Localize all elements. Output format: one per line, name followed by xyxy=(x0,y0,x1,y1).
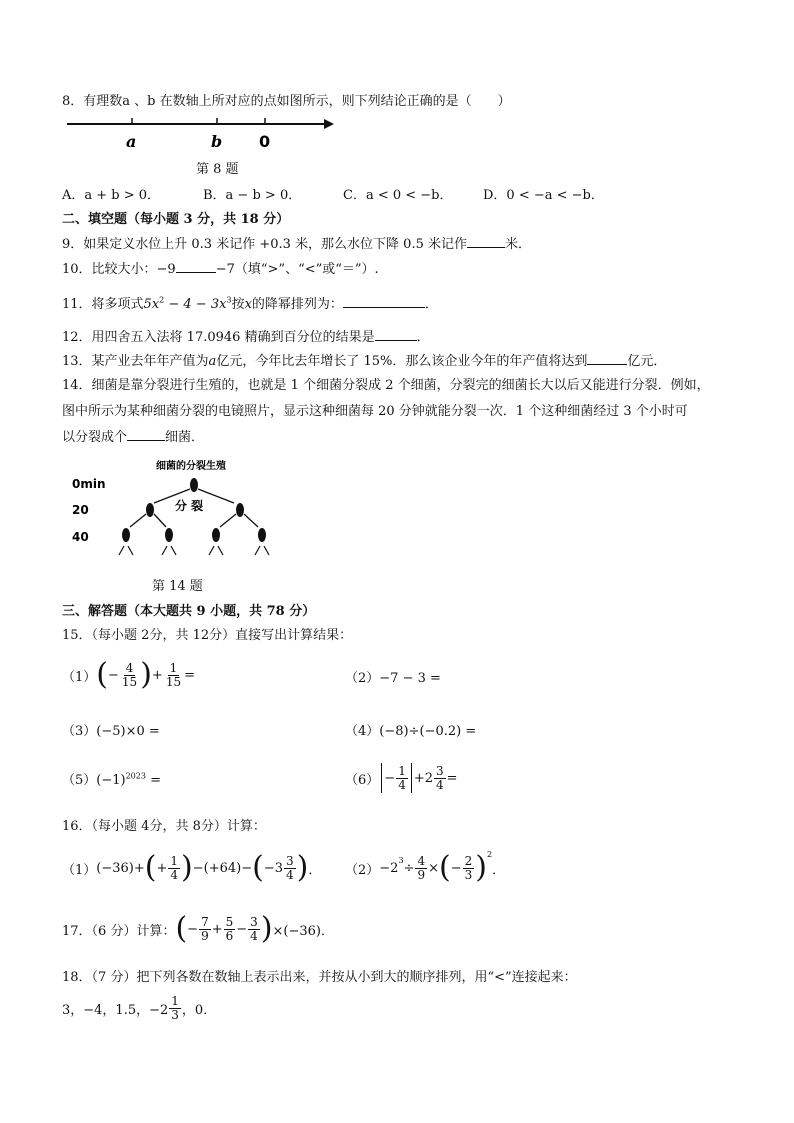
axis-arrow-icon xyxy=(324,119,334,129)
q13 xyxy=(62,350,666,369)
numerator: 2 xyxy=(464,853,473,868)
q8-number-line xyxy=(62,110,352,160)
left-paren-icon: ( xyxy=(252,850,264,885)
q15-p3-label: （3） xyxy=(62,724,97,739)
q12-blank xyxy=(375,328,417,341)
q9-blank xyxy=(467,235,505,248)
q15-p5-tail: = xyxy=(145,773,161,788)
bacterium-2a xyxy=(122,528,130,542)
q16-p2-c: × xyxy=(428,860,439,876)
q18-frac xyxy=(169,995,181,1022)
q15-p1-frac1 xyxy=(120,662,139,689)
q16-p2-exp2: 2 xyxy=(486,850,493,859)
q8-caption: 第 8 题 xyxy=(196,162,239,177)
q15-p1-frac2 xyxy=(164,662,183,689)
q16-p2-frac2 xyxy=(463,855,475,882)
q15-p5-exp: 2023 xyxy=(125,771,146,781)
q13-text-b: 亿元，今年比去年增长了 15%．那么该企业今年的年产值将达到 xyxy=(216,354,588,369)
q8-option-b: B．a − b > 0． xyxy=(203,188,302,203)
q16-p1-label: （1） xyxy=(62,862,97,878)
denominator: 9 xyxy=(201,928,209,943)
q14-line2: 图中所示为某种细菌分裂的电镜照片，显示这种细菌每 20 分钟就能分裂一次．1 个这种细菌经过 3 个小时可 xyxy=(62,404,688,419)
numerator: 1 xyxy=(171,993,179,1008)
q13-text-a: 13．某产业去年年产值为 xyxy=(62,354,209,369)
denominator: 4 xyxy=(286,867,294,882)
q15-p5-base: (−1) xyxy=(96,773,126,788)
q11-exp-1: 2 xyxy=(159,295,165,305)
q11-blank xyxy=(343,295,425,308)
q14-line3-b: 细菌． xyxy=(165,430,205,445)
q17-title: 17．（6 分）计算： xyxy=(62,923,176,939)
q17-frac1 xyxy=(199,916,211,943)
q15-p4-label: （4） xyxy=(345,724,380,739)
axis-label-0: 0 xyxy=(259,132,271,151)
numerator: 5 xyxy=(225,914,234,929)
q16-p2-exp1: 3 xyxy=(398,856,404,865)
q15-title: 15．（每小题 2分，共 12分）直接写出计算结果： xyxy=(62,628,353,643)
numerator: 4 xyxy=(125,660,134,675)
q16-p1-a: (−36)+ xyxy=(96,860,145,876)
q16-p1-b: −(+64)− xyxy=(192,860,253,876)
numerator: 3 xyxy=(436,763,444,778)
q15-p6-frac2 xyxy=(434,765,446,792)
abs-bar-left xyxy=(381,763,382,793)
q13-text-c: 亿元． xyxy=(627,354,667,369)
q15-p6-label: （6） xyxy=(345,772,380,788)
q16-p1-frac2 xyxy=(284,855,296,882)
q11-var: x xyxy=(244,297,252,312)
q14-blank xyxy=(127,428,165,441)
numerator: 4 xyxy=(417,853,426,868)
right-paren-icon: ) xyxy=(140,657,152,692)
q14-caption: 第 14 题 xyxy=(152,579,203,594)
q15-p2 xyxy=(345,667,441,686)
q14-line3 xyxy=(62,426,204,445)
q16-title: 16．（每小题 4分，共 8分）计算： xyxy=(62,819,266,834)
q8-stem: 8．有理数a 、b 在数轴上所对应的点如图所示，则下列结论正确的是（ ） xyxy=(62,94,511,109)
numerator: 1 xyxy=(170,853,179,868)
q15-p5-label: （5） xyxy=(62,773,97,788)
q16-p2-a: −2 xyxy=(379,860,399,876)
left-paren-icon: ( xyxy=(175,911,188,946)
q15-p6-frac1 xyxy=(396,765,408,792)
q10-text-a: 10．比较大小：−9 xyxy=(62,262,176,277)
numerator: 1 xyxy=(169,660,178,675)
q15-p2-label: （2） xyxy=(345,671,380,686)
q12-text-a: 12．用四舍五入法将 17.0946 精确到百分位的结果是 xyxy=(62,330,375,345)
denominator: 3 xyxy=(464,867,473,882)
q18-line1: 18．（7 分）把下列各数在数轴上表示出来，并按从小到大的顺序排列，用“<”连接起来： xyxy=(62,970,577,985)
q9 xyxy=(62,233,531,252)
axis-label-b: b xyxy=(211,132,223,151)
q16-p2-b: ÷ xyxy=(403,860,415,876)
axis-label-a: a xyxy=(126,132,137,151)
q9-text-a: 9．如果定义水位上升 0.3 米记作 +0.3 米，那么水位下降 0.5 米记作 xyxy=(62,237,467,252)
q14-line3-a: 以分裂成个 xyxy=(62,430,128,445)
bacterium-2c xyxy=(212,528,220,542)
q16-p2: （2） −2 $^3$ ÷ $\frac{4}{9}$ × ( − $\frac{2}{3}$ ) $^2$ ． xyxy=(345,850,506,885)
q15-p2-expr: −7 − 3 = xyxy=(379,671,441,686)
q15-p4 xyxy=(345,720,476,739)
q15-p4-expr: (−8)÷(−0.2) = xyxy=(379,724,477,739)
figure-time-40: 40 xyxy=(72,530,89,544)
right-paren-icon: ) xyxy=(475,850,487,885)
denominator: 4 xyxy=(250,928,258,943)
bacterium-2d xyxy=(258,528,266,542)
q11-text-b: 按 xyxy=(231,297,245,312)
q18-line2 xyxy=(62,990,216,1026)
q15-p6-whole: 2 xyxy=(424,770,434,786)
q17-tail: ×(−36)． xyxy=(272,923,335,939)
q14-bacteria-figure xyxy=(68,455,288,560)
right-paren-icon: ) xyxy=(296,850,309,885)
figure-time-20: 20 xyxy=(72,503,89,517)
figure-time-0: 0min xyxy=(72,477,106,491)
q17-frac2 xyxy=(224,916,236,943)
figure-title: 细菌的分裂生殖 xyxy=(156,461,226,472)
q15-p5 xyxy=(62,769,161,788)
q9-text-b: 米． xyxy=(504,237,531,252)
bacterium-0 xyxy=(190,478,198,492)
denominator: 4 xyxy=(398,777,406,792)
denominator: 6 xyxy=(225,928,234,943)
numerator: 7 xyxy=(201,914,209,929)
q11-text-c: 的降幂排列为： xyxy=(251,297,343,312)
q16-p2-label: （2） xyxy=(345,862,380,878)
section2-title: 二、填空题（每小题 3 分，共 18 分） xyxy=(62,212,290,227)
section3-title: 三、解答题（本大题共 9 小题，共 78 分） xyxy=(62,604,316,619)
q10 xyxy=(62,258,379,277)
left-paren-icon: ( xyxy=(144,850,157,885)
denominator: 15 xyxy=(121,674,138,689)
q13-blank xyxy=(587,352,627,365)
q11-expr-1: 5x xyxy=(143,297,160,312)
q8-option-d: D．0 < −a < −b． xyxy=(483,188,604,203)
q11 xyxy=(62,293,438,312)
q14-line1: 14．细菌是靠分裂进行生殖的，也就是 1 个细菌分裂成 2 个细菌，分裂完的细菌长大以后又能进行分裂．例如， xyxy=(62,378,710,393)
q15-p3 xyxy=(62,720,160,739)
bacterium-1a xyxy=(146,503,154,517)
abs-bar-right xyxy=(411,763,412,793)
bacterium-1b xyxy=(236,503,244,517)
q16-p1-frac1 xyxy=(168,855,180,882)
right-paren-icon: ) xyxy=(260,911,273,946)
q12-text-b: ． xyxy=(416,330,430,345)
q15-p6: （6） − $\frac{1}{4}$ + 2 $\frac{3}{4}$ = xyxy=(345,763,458,792)
q10-blank xyxy=(176,260,216,273)
denominator: 4 xyxy=(436,777,444,792)
q16-p1: （1） (−36)+ ( + $\frac{1}{4}$ ) −(+64)− ( −3 $\frac{3}{4}$ ) ． xyxy=(62,850,322,885)
bacterium-2b xyxy=(165,528,173,542)
numerator: 3 xyxy=(286,853,294,868)
denominator: 9 xyxy=(417,867,426,882)
q11-expr-2: − 4 − 3x xyxy=(164,297,227,312)
q15-p1: （1） ( − $\frac{4}{15}$ ) + $\frac{1}{15}$ = xyxy=(62,657,195,692)
denominator: 15 xyxy=(165,674,182,689)
q17: 17．（6 分）计算： ( − $\frac{7}{9}$ + $\frac{5}{6}$ − $\frac{3}{4}$ ) ×(−36)． xyxy=(62,911,335,946)
numerator: 1 xyxy=(398,763,406,778)
denominator: 3 xyxy=(171,1007,179,1022)
q10-text-b: −7（填“>”、“<”或“＝”）. xyxy=(215,262,379,277)
numerator: 3 xyxy=(250,914,258,929)
q11-text-a: 11．将多项式 xyxy=(62,297,144,312)
q16-p1-whole: −3 xyxy=(263,860,284,876)
q18-line2-b: ，0． xyxy=(181,1002,217,1018)
q11-text-d: ． xyxy=(424,297,438,312)
q12 xyxy=(62,326,430,345)
right-paren-icon: ) xyxy=(181,850,193,885)
q15-p3-expr: (−5)×0 = xyxy=(96,724,160,739)
denominator: 4 xyxy=(170,867,179,882)
q15-p1-label: （1） xyxy=(62,669,97,685)
q16-p2-frac1 xyxy=(415,855,427,882)
q8-option-c: C．a < 0 < −b． xyxy=(343,188,453,203)
q17-frac3 xyxy=(248,916,260,943)
q8-option-a: A．a + b > 0． xyxy=(62,188,161,203)
left-paren-icon: ( xyxy=(96,657,108,692)
q18-line2-a: 3，−4，1.5，−2 xyxy=(62,1002,169,1018)
figure-split-label: 分 裂 xyxy=(175,499,204,513)
q11-exp-2: 3 xyxy=(226,295,232,305)
q13-var: a xyxy=(208,354,217,369)
left-paren-icon: ( xyxy=(439,850,451,885)
